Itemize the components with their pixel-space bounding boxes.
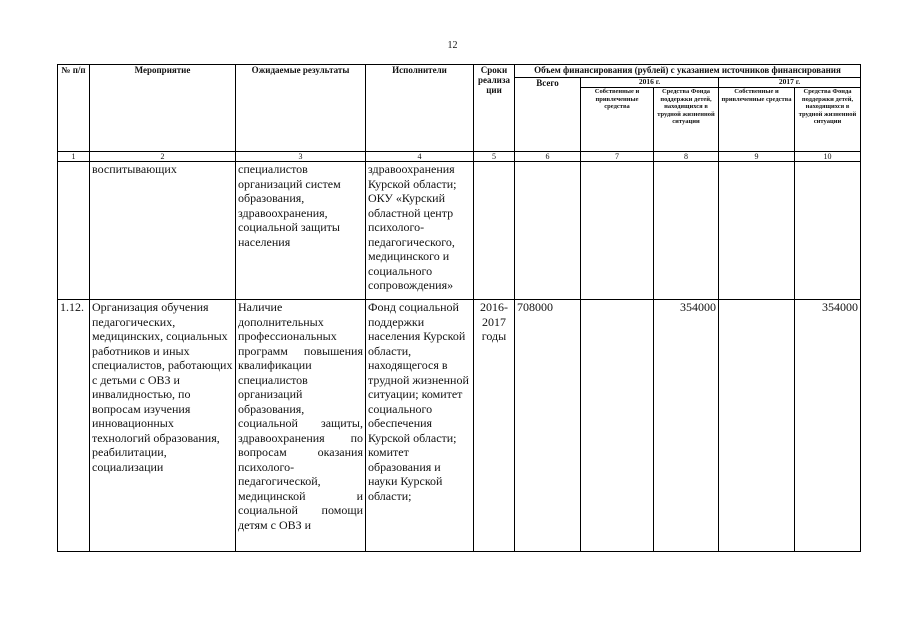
column-number: 8 <box>654 152 719 162</box>
row-event: Организация обучения педагогических, медицинских, социальных работников и иных специалистов, работающих с детьми с ОВЗ и инвалидностью, по вопросам изучения инновационных технологий образования, реабилитации, социализации <box>90 300 236 552</box>
column-number: 5 <box>474 152 515 162</box>
row-terms <box>474 162 515 300</box>
row-results: специалистов организаций систем образования, здравоохранения, социальной защиты населения <box>236 162 366 300</box>
row-number: 1.12. <box>58 300 90 552</box>
column-number: 4 <box>366 152 474 162</box>
header-executors: Исполнители <box>366 65 474 152</box>
row-own-funds-2017 <box>719 162 795 300</box>
row-own-funds-2017 <box>719 300 795 552</box>
header-event: Мероприятие <box>90 65 236 152</box>
header-fund-2017: Средства Фонда поддержки детей, находящихся в трудной жизненной ситуации <box>795 88 861 152</box>
column-number: 9 <box>719 152 795 162</box>
row-fund-2016 <box>654 162 719 300</box>
column-number: 3 <box>236 152 366 162</box>
financing-plan-table <box>57 64 861 552</box>
header-own-funds-2017: Собственные и привлеченные средства <box>719 88 795 152</box>
header-no: № п/п <box>58 65 90 152</box>
row-number <box>58 162 90 300</box>
row-fund-2016: 354000 <box>654 300 719 552</box>
column-number: 10 <box>795 152 861 162</box>
header-terms: Сроки реализа ции <box>474 65 515 152</box>
header-year-2016: 2016 г. <box>581 78 719 88</box>
row-terms: 2016-2017 годы <box>474 300 515 552</box>
row-own-funds-2016 <box>581 162 654 300</box>
row-total: 708000 <box>515 300 581 552</box>
table-row <box>58 162 861 300</box>
column-number: 7 <box>581 152 654 162</box>
column-number: 6 <box>515 152 581 162</box>
header-year-2017: 2017 г. <box>719 78 861 88</box>
column-number: 1 <box>58 152 90 162</box>
row-executors: Фонд социальной поддержки населения Курской области, находящегося в трудной жизненной ситуации; комитет социального обеспечения Курской области; комитет образования и науки Курской области; <box>366 300 474 552</box>
page-number: 12 <box>447 40 458 51</box>
row-fund-2017: 354000 <box>795 300 861 552</box>
header-fund-2016: Средства Фонда поддержки детей, находящихся в трудной жизненной ситуации <box>654 88 719 152</box>
header-own-funds-2016: Собственные и привлеченные средства <box>581 88 654 152</box>
header-total: Всего <box>515 78 581 152</box>
table-row <box>58 300 861 552</box>
row-executors: здравоохранения Курской области; ОКУ «Курский областной центр психолого-педагогического, медицинского и социального сопровождения» <box>366 162 474 300</box>
header-results: Ожидаемые результаты <box>236 65 366 152</box>
row-results: Наличие дополнительных профессиональных программ повышения квалификации специалистов организаций образования, социальной защиты, здравоохранения по вопросам оказания психолого-педагогической, медицинской и социальной помощи детям с ОВЗ и <box>236 300 366 552</box>
row-own-funds-2016 <box>581 300 654 552</box>
row-fund-2017 <box>795 162 861 300</box>
header-funding: Объем финансирования (рублей) с указанием источников финансирования <box>515 65 861 78</box>
row-total <box>515 162 581 300</box>
row-event: воспитывающих <box>90 162 236 300</box>
column-number: 2 <box>90 152 236 162</box>
